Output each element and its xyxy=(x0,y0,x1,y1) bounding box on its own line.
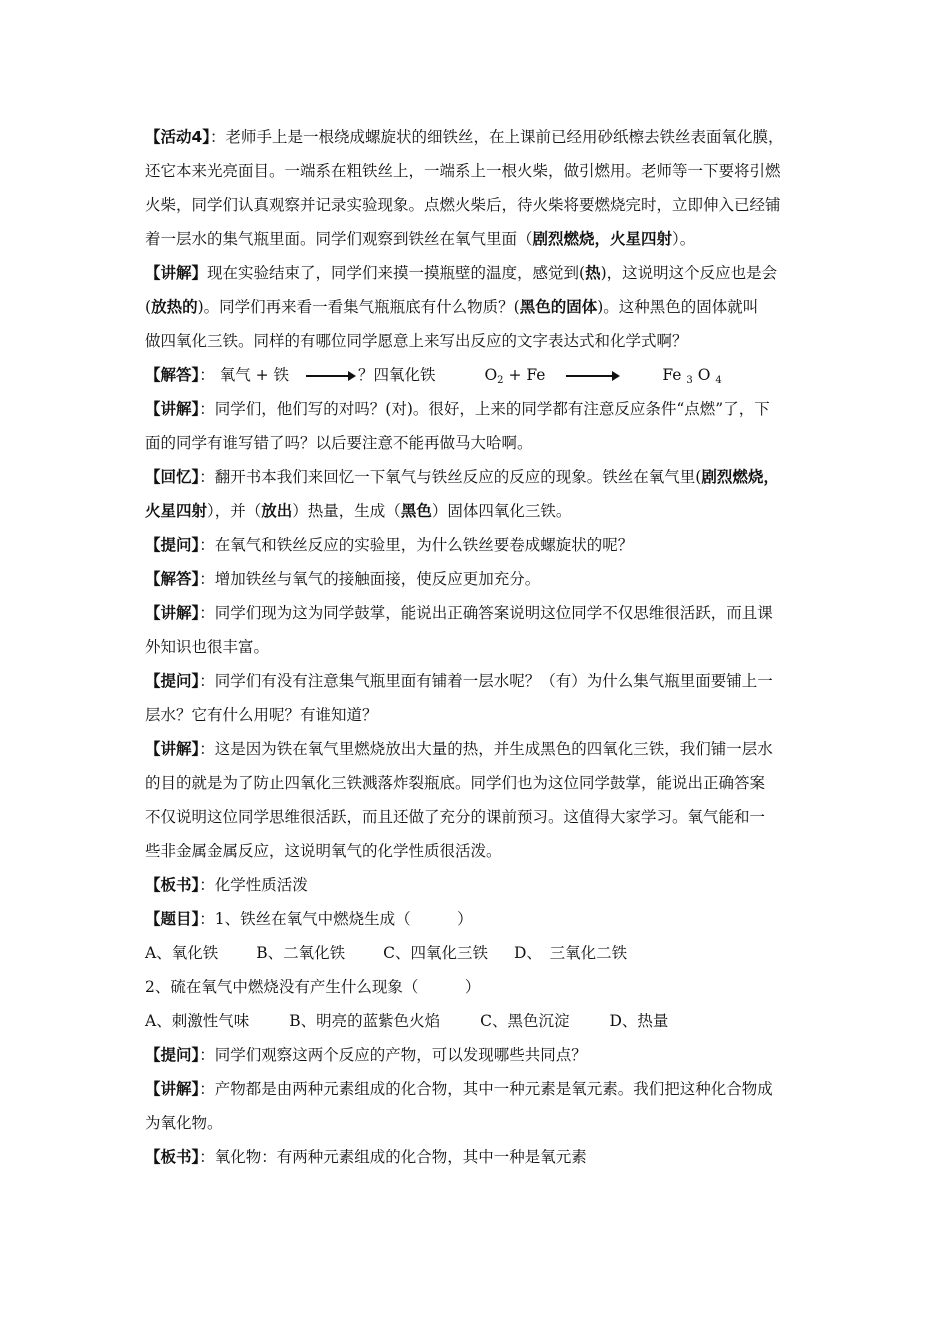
question-line: 【提问】：在氧气和铁丝反应的实验里，为什么铁丝要卷成螺旋状的呢？ xyxy=(145,536,634,554)
paragraph-line: 做四氧化三铁。同样的有哪位同学愿意上来写出反应的文字表达式和化学式啊？ xyxy=(145,332,688,350)
paragraph-line: 不仅说明这位同学思维很活跃，而且还做了充分的课前预习。这值得大家学习。氧气能和一 xyxy=(145,808,766,826)
question-line: 【提问】：同学们观察这两个反应的产物，可以发现哪些共同点？ xyxy=(145,1046,587,1064)
paragraph-line: 着一层水的集气瓶里面。同学们观察到铁丝在氧气里面（剧烈燃烧，火星四射）。 xyxy=(145,230,696,248)
exercise-question-2: 2、硫在氧气中燃烧没有产生什么现象（ ） xyxy=(145,978,481,996)
paragraph-line: 外知识也很丰富。 xyxy=(145,638,270,656)
explanation-line: 【讲解】：同学们现为这为同学鼓掌，能说出正确答案说明这位同学不仅思维很活跃，而且课 xyxy=(145,604,773,622)
exercise-options-2: A、刺激性气味 B、明亮的蓝紫色火焰 C、黑色沉淀 D、热量 xyxy=(145,1012,669,1030)
board-line: 【板书】：氧化物：有两种元素组成的化合物，其中一种是氧元素 xyxy=(145,1148,587,1166)
paragraph-line: 为氧化物。 xyxy=(145,1114,223,1132)
paragraph-line: 火星四射），并（放出）热量，生成（黑色）固体四氧化三铁。 xyxy=(145,502,572,520)
equation-line: 【解答】： 氧气 + 铁 ？四氧化铁 $O_2 + Fe$ Fe $_3$ O $_4$ xyxy=(145,366,722,386)
paragraph-line: 层水？它有什么用呢？有谁知道？ xyxy=(145,706,378,724)
exercise-question-1: 【题目】：1、铁丝在氧气中燃烧生成（ ） xyxy=(145,910,473,928)
reaction-arrow-icon xyxy=(566,375,618,377)
board-line: 【板书】：化学性质活泼 xyxy=(145,876,308,894)
paragraph-line: 面的同学有谁写错了吗？以后要注意不能再做马大哈啊。 xyxy=(145,434,533,452)
explanation-line: 【讲解】：同学们，他们写的对吗？(对)。很好，上来的同学都有注意反应条件“点燃”了，下 xyxy=(145,400,770,418)
explanation-line: 【讲解】：产物都是由两种元素组成的化合物，其中一种元素是氧元素。我们把这种化合物成 xyxy=(145,1080,773,1098)
recall-line: 【回忆】：翻开书本我们来回忆一下氧气与铁丝反应的反应的现象。铁丝在氧气里(剧烈燃烧， xyxy=(145,468,779,486)
answer-line: 【解答】：增加铁丝与氧气的接触面接，使反应更加充分。 xyxy=(145,570,541,588)
exercise-options-1: A、氧化铁 B、二氧化铁 C、四氧化三铁 D、 三氧化二铁 xyxy=(145,944,628,962)
paragraph-line: 还它本来光亮面目。一端系在粗铁丝上，一端系上一根火柴，做引燃用。老师等一下要将引燃 xyxy=(145,162,781,180)
paragraph-line: 火柴，同学们认真观察并记录实验现象。点燃火柴后，待火柴将要燃烧完时，立即伸入已经铺 xyxy=(145,196,781,214)
explanation-line: 【讲解】：这是因为铁在氧气里燃烧放出大量的热，并生成黑色的四氧化三铁，我们铺一层水 xyxy=(145,740,773,758)
activity-4-line: 【活动4】：老师手上是一根绕成螺旋状的细铁丝，在上课前已经用砂纸檫去铁丝表面氧化膜， xyxy=(145,128,784,146)
paragraph-line: 些非金属金属反应，这说明氧气的化学性质很活泼。 xyxy=(145,842,502,860)
question-line: 【提问】：同学们有没有注意集气瓶里面有铺着一层水呢？（有）为什么集气瓶里面要铺上一 xyxy=(145,672,773,690)
paragraph-line: 的目的就是为了防止四氧化三铁溅落炸裂瓶底。同学们也为这位同学鼓掌，能说出正确答案 xyxy=(145,774,766,792)
paragraph-line: (放热的)。同学们再来看一看集气瓶瓶底有什么物质？(黑色的固体)。这种黑色的固体就叫 xyxy=(145,298,759,316)
explanation-line: 【讲解】现在实验结束了，同学们来摸一摸瓶壁的温度，感觉到(热)，这说明这个反应也是会 xyxy=(145,264,778,282)
reaction-arrow-icon xyxy=(306,375,354,377)
